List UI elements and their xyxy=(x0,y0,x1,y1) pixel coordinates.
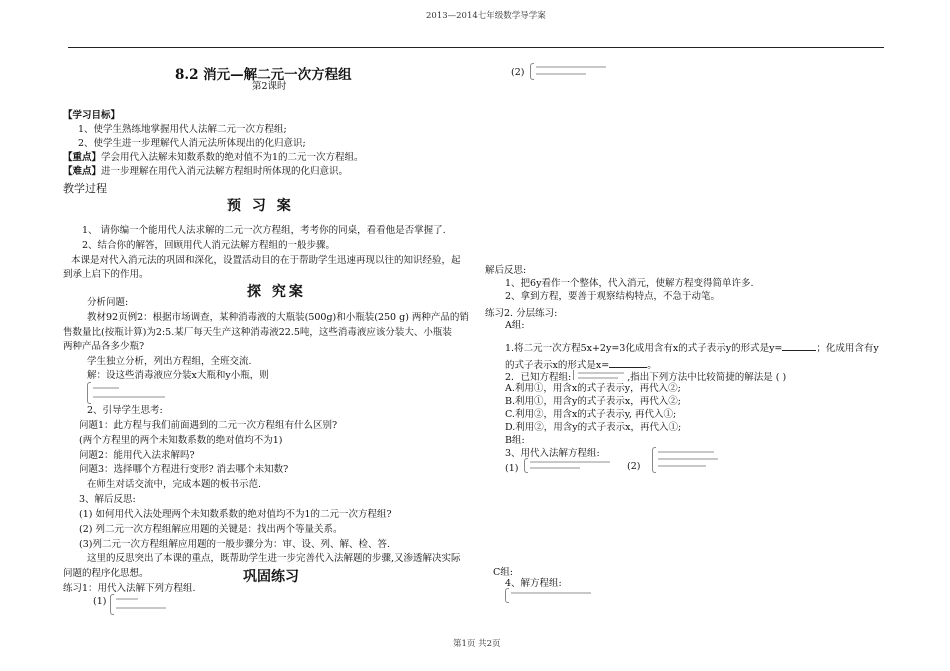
group-c-label: C组: xyxy=(493,567,513,578)
analysis-label: 分析问题: xyxy=(87,297,129,308)
practice-1-item-2: (2) xyxy=(511,67,525,78)
independent-text: 学生独立分析，列出方程组，全班交流. xyxy=(87,356,252,367)
group-b-q3: 3、用代入法解方程组: xyxy=(505,448,600,459)
group-b-q3-item-2: (2) xyxy=(627,461,641,472)
example-line-3: 两种产品各多少瓶? xyxy=(63,341,145,352)
after-reflection-2: 2、拿到方程，要善于观察结构特点，不急于动笔。 xyxy=(505,291,721,302)
group-a-label: A组: xyxy=(505,320,525,331)
guide-heading: 2、引导学生思考: xyxy=(87,405,163,416)
reflection-4-line-1: 这里的反思突出了本课的重点，既帮助学生进一步完善代入法解题的步骤,又渗透解决实际 xyxy=(87,553,461,564)
example-line-2: 售数量比(按瓶计算)为2:5.某厂每天生产这种消毒液22.5吨，这些消毒液应该分装大、小瓶装 xyxy=(63,327,452,338)
lesson-title: 8.2 消元—解二元一次方程组 xyxy=(175,67,352,83)
lesson-subtitle: 第2课时 xyxy=(252,81,287,92)
period: 。 xyxy=(647,360,657,371)
difficulty-text: 进一步理解在用代入消元法解方程组时所体现的化归意识。 xyxy=(101,166,349,177)
practice-1-heading: 练习1：用代入法解下列方程组. xyxy=(63,583,196,594)
example-equation-system xyxy=(87,382,167,404)
key-text: 学会用代入法解未知数系数的绝对值不为1的二元一次方程组。 xyxy=(101,152,364,163)
reflection-2: (2) 列二元一次方程组解应用题的关键是：找出两个等量关系。 xyxy=(79,524,343,535)
group-a-q2-cont: ,指出下列方法中比较简捷的解法是 ( ) xyxy=(627,372,787,383)
question-1-answer: (两个方程里的两个未知数系数的绝对值均不为1) xyxy=(79,435,283,446)
group-b-system-1 xyxy=(524,458,614,474)
reflection-heading: 3、解后反思: xyxy=(79,494,136,505)
group-a-q1-text-2: 的式子表示x的形式是x= xyxy=(505,360,610,371)
after-reflection-1: 1、把6y看作一个整体，代入消元，使解方程变得简单许多. xyxy=(505,278,754,289)
preview-item-1: 1、 请你编一个能用代人法求解的二元一次方程组，考考你的同桌，看看他是否掌握了. xyxy=(82,225,446,236)
reflection-4-line-2: 问题的程序化思想。 xyxy=(63,568,149,579)
intro-line-2: 到承上启下的作用。 xyxy=(63,269,149,280)
group-a-q2-system xyxy=(571,370,627,380)
goal-2: 2、使学生进一步理解代人消元法所体现出的化归意识; xyxy=(78,138,306,149)
group-c-system xyxy=(505,588,595,604)
key-label: 【重点】 xyxy=(63,152,102,163)
reflection-3: (3)列二元一次方程组解应用题的一般步骤分为：审、设、列、解、检、答. xyxy=(79,539,390,550)
group-a-q1-line-1 xyxy=(505,341,879,355)
group-b-system-2 xyxy=(652,447,722,473)
example-line-1: 教材92页例2：根据市场调查，某种消毒液的大瓶装(500g)和小瓶装(250 g) 两种产品的销 xyxy=(87,312,469,323)
group-a-q1-text: 1.将二元一次方程5x+2y=3化成用含有x的式子表示y的形式是y= xyxy=(505,343,783,354)
consolidate-heading: 巩固练习 xyxy=(243,569,299,585)
header-rule xyxy=(68,47,884,48)
group-c-q4: 4、解方程组: xyxy=(505,578,562,589)
option-c: C.利用②，用含x的式子表示y, 再代入①; xyxy=(505,409,677,420)
difficulty-point xyxy=(63,166,348,178)
goals-heading: 【学习目标】 xyxy=(63,110,121,121)
group-a-q2 xyxy=(505,370,786,384)
goal-1: 1、使学生熟练地掌握用代人法解二元一次方程组; xyxy=(78,124,287,135)
group-a-q1-cont: ；化成用含有y xyxy=(816,343,879,354)
page-header: 2013—2014七年级数学导学案 xyxy=(426,11,546,21)
option-d: D.利用②，用含y的式子表示x，再代入①; xyxy=(505,422,682,433)
after-reflection-heading: 解后反思: xyxy=(485,265,527,276)
difficulty-label: 【难点】 xyxy=(63,166,102,177)
group-a-q2-text: 2．已知方程组: xyxy=(505,372,572,383)
practice-1-system-2 xyxy=(530,63,610,81)
answer-blank-y[interactable] xyxy=(782,341,816,351)
group-b-q3-item-1: (1) xyxy=(505,463,519,474)
teacher-note: 在师生对话交流中，完成本题的板书示范. xyxy=(87,479,262,490)
practice-1-system-1 xyxy=(110,594,170,616)
question-2: 问题2：能用代入法求解吗? xyxy=(79,450,195,461)
explore-heading: 探 究案 xyxy=(247,284,306,300)
reflection-1: (1) 如何用代入法处理两个未知数系数的绝对值均不为1的二元一次方程组? xyxy=(79,509,392,520)
page-footer: 第1页 共2页 xyxy=(453,639,501,649)
group-b-label: B组: xyxy=(505,435,525,446)
practice-1-item-1: (1) xyxy=(93,596,107,607)
preview-heading: 预 习 案 xyxy=(227,198,294,214)
practice-2-heading: 练习2. 分层练习: xyxy=(485,308,558,319)
solution-setup: 解：设这些消毒液应分装x大瓶和y小瓶，则 xyxy=(87,370,269,381)
question-3: 问题3：选择哪个方程进行变形? 消去哪个未知数? xyxy=(79,464,289,475)
intro-line-1: 本课是对代入消元法的巩固和深化，设置活动目的在于帮助学生迅速再现以往的知识经验，起 xyxy=(71,255,461,266)
option-b: B.利用①，用含y的式子表示x，再代入②; xyxy=(505,396,681,407)
answer-blank-x[interactable] xyxy=(609,358,647,368)
question-1: 问题1：此方程与我们前面遇到的二元一次方程组有什么区别? xyxy=(79,420,338,431)
process-label: 教学过程 xyxy=(63,182,107,195)
key-point xyxy=(63,152,364,164)
option-a: A.利用①，用含x的式子表示y，再代入②; xyxy=(505,383,681,394)
preview-item-2: 2、结合你的解答，回顾用代人消元法解方程组的一般步骤。 xyxy=(82,240,336,251)
